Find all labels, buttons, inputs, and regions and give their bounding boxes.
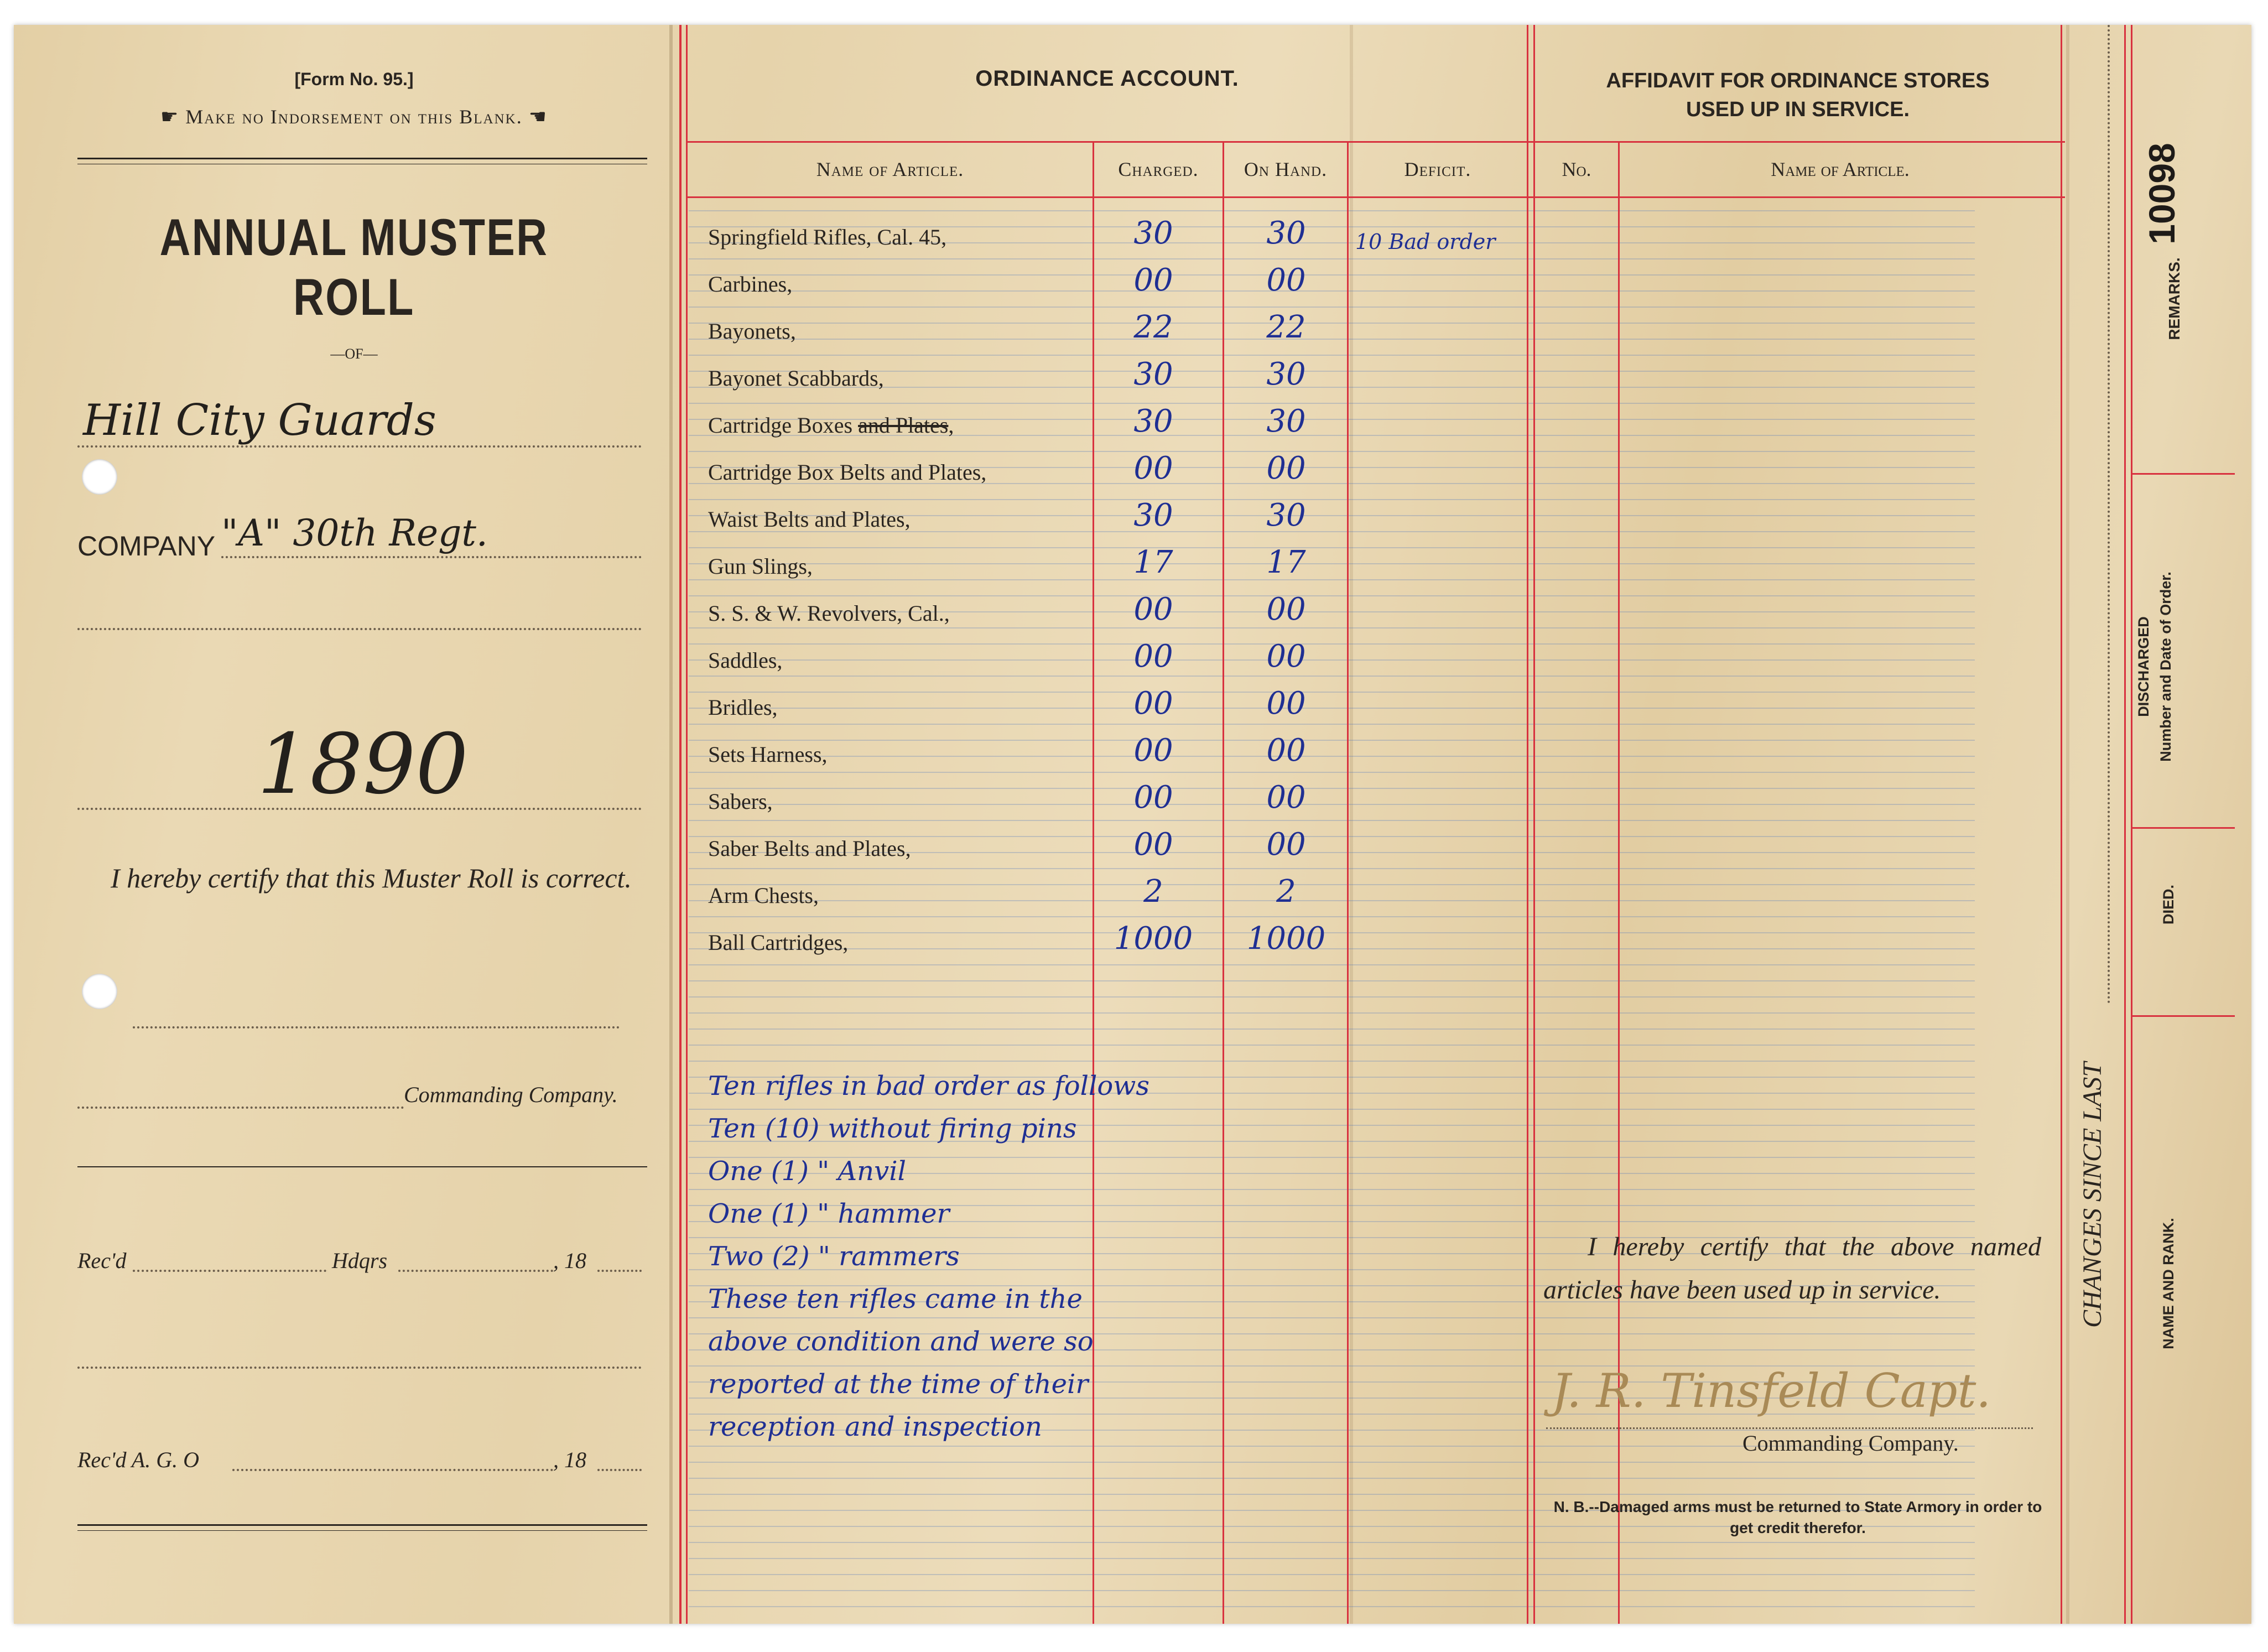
header-rule (688, 196, 2065, 198)
ruled-line (689, 1494, 1975, 1495)
ruled-line (689, 258, 1975, 259)
article-name: Cartridge Box Belts and Plates, (708, 460, 987, 485)
ruled-line (689, 1189, 1975, 1190)
on-hand-value: 30 (1266, 215, 1306, 251)
note-line: One (1) " Anvil (708, 1156, 906, 1187)
affidavit-title (1535, 66, 2061, 124)
nb-notice: N. B.--Damaged arms must be returned to State Armory in order to get credit therefor. (1553, 1498, 2042, 1536)
ruled-line (689, 916, 1975, 917)
charged-value: 00 (1133, 638, 1173, 674)
article-name: Springfield Rifles, Cal. 45, (708, 225, 947, 250)
recd-label: Rec'd (77, 1248, 127, 1273)
dotted-line (232, 1469, 553, 1471)
charged-value: 30 (1133, 356, 1173, 392)
ruled-line (689, 1558, 1975, 1559)
ruled-line (689, 1028, 1975, 1030)
column-rule (1347, 141, 1349, 1624)
charged-value: 30 (1133, 497, 1173, 533)
form-number: [Form No. 95.] (294, 69, 414, 89)
ruled-line (689, 1061, 1975, 1062)
margin-rule (686, 25, 688, 1624)
column-rule (2124, 25, 2126, 1624)
affidavit-title-line: AFFIDAVIT FOR ORDINANCE STORES (1606, 69, 1990, 92)
note-line: Ten rifles in bad order as follows (708, 1071, 1149, 1102)
year-prefix: , 18 (553, 1447, 586, 1472)
ruled-line (689, 306, 1975, 308)
column-rule (1093, 141, 1094, 1624)
article-name: Sabers, (708, 789, 773, 814)
charged-value: 00 (1133, 685, 1173, 721)
article-name: Carbines, (708, 272, 793, 297)
article-name: Bridles, (708, 695, 778, 720)
charged-value: 00 (1133, 262, 1173, 298)
signature: J. R. Tinsfeld Capt. (1552, 1364, 1991, 1418)
on-hand-value: 30 (1266, 497, 1306, 533)
column-rule (2061, 25, 2062, 1624)
ruled-line (689, 1590, 1975, 1591)
signature-line (133, 1026, 620, 1028)
dotted-line (597, 1469, 642, 1471)
ruled-line (689, 964, 1975, 965)
affidavit-commanding-label: Commanding Company. (1742, 1431, 1959, 1456)
note-line: One (1) " hammer (708, 1198, 950, 1229)
ruled-line (689, 1045, 1975, 1046)
margin-rule (679, 25, 682, 1624)
pointing-hand-icon: ☛ (160, 106, 186, 128)
commanding-company-label: Commanding Company. (404, 1082, 618, 1107)
certification-text: I hereby certify that this Muster Roll is correct. (111, 863, 632, 893)
divider (77, 1166, 647, 1167)
note-line: Ten (10) without firing pins (708, 1113, 1077, 1144)
header-rule (688, 141, 2065, 143)
ruled-line (689, 676, 1975, 677)
on-hand-value: 00 (1266, 591, 1306, 627)
company-value: "A" 30th Regt. (221, 512, 488, 554)
charged-value: 30 (1133, 215, 1173, 251)
divider (77, 1524, 647, 1526)
column-header-article: Name of Article. (1771, 158, 1910, 180)
recd-ago-label: Rec'd A. G. O (77, 1447, 199, 1472)
ruled-line (689, 1462, 1975, 1463)
note-line: above condition and were so (708, 1326, 1094, 1357)
article-name: Ball Cartridges, (708, 930, 849, 955)
affidavit-title-line: USED UP IN SERVICE. (1686, 98, 1910, 121)
column-header-no: No. (1562, 158, 1591, 180)
dotted-line (597, 1270, 642, 1272)
deficit-value: 10 Bad order (1355, 230, 1496, 254)
ruled-line (689, 724, 1975, 725)
on-hand-value: 30 (1266, 403, 1306, 439)
column-header-name-rank: NAME AND RANK. (2160, 1218, 2177, 1349)
ruled-line (689, 1012, 1975, 1014)
dotted-line (77, 1367, 642, 1369)
article-name: S. S. & W. Revolvers, Cal., (708, 601, 950, 626)
column-rule (1223, 141, 1224, 1624)
ruled-line (689, 996, 1975, 998)
on-hand-value: 00 (1266, 450, 1306, 486)
dotted-line (133, 1270, 326, 1272)
divider (77, 1530, 647, 1531)
signature-line (1546, 1427, 2033, 1429)
dotted-line (221, 556, 642, 558)
column-header-discharged (2132, 567, 2182, 766)
affidavit-certification: I hereby certify that the above named articles have been used up in service. (1543, 1232, 2041, 1305)
year-prefix: , 18 (553, 1248, 586, 1273)
charged-value: 22 (1133, 309, 1173, 345)
discharged-sublabel: Number and Date of Order. (2157, 572, 2174, 762)
company-name: Hill City Guards (83, 396, 436, 445)
on-hand-value: 30 (1266, 356, 1306, 392)
column-header-deficit: Deficit. (1404, 158, 1471, 180)
ruled-line (689, 772, 1975, 773)
dotted-line (2108, 25, 2110, 1004)
article-name: Bayonets, (708, 319, 796, 344)
column-rule (1533, 25, 1535, 1624)
indorsement-notice: ☛ Make no Indorsement on this Blank. ☚ (160, 106, 548, 128)
dotted-line (77, 445, 642, 448)
ruled-line (689, 1478, 1975, 1479)
column-header-died: DIED. (2160, 885, 2177, 925)
article-name: Gun Slings, (708, 554, 813, 579)
company-label: COMPANY (77, 531, 216, 562)
dotted-line (77, 808, 642, 810)
column-rule (2132, 827, 2235, 829)
on-hand-value: 00 (1266, 733, 1306, 768)
dotted-line (77, 1106, 404, 1109)
punch-hole (82, 974, 117, 1009)
column-header-remarks: REMARKS. (2166, 257, 2183, 340)
article-name: Sets Harness, (708, 742, 828, 767)
ruled-line (689, 1574, 1975, 1575)
on-hand-value: 00 (1266, 827, 1306, 863)
charged-value: 30 (1133, 403, 1173, 439)
dotted-line (398, 1270, 553, 1272)
fold-line (669, 25, 673, 1624)
article-name: Arm Chests, (708, 883, 819, 908)
pointing-hand-icon: ☚ (522, 106, 548, 128)
of-label: —OF— (330, 346, 378, 362)
ruled-line (689, 1542, 1975, 1543)
column-rule (2132, 1015, 2235, 1017)
note-line: reception and inspection (708, 1411, 1042, 1442)
ruled-line (689, 980, 1975, 981)
on-hand-value: 00 (1266, 780, 1306, 815)
on-hand-value: 17 (1266, 544, 1306, 580)
note-line: These ten rifles came in the (708, 1284, 1083, 1315)
discharged-label: DISCHARGED (2135, 616, 2152, 717)
charged-value: 17 (1133, 544, 1173, 580)
column-rule (2132, 473, 2235, 475)
ruled-line (689, 355, 1975, 356)
changes-title: CHANGES SINCE LAST (2078, 1062, 2107, 1328)
charged-value: 00 (1133, 733, 1173, 768)
record-number: 10098 (2141, 143, 2182, 245)
charged-value: 00 (1133, 450, 1173, 486)
on-hand-value: 22 (1266, 309, 1306, 345)
column-header-on-hand: On Hand. (1244, 158, 1328, 180)
column-rule (1527, 25, 1528, 1624)
fold-line (2066, 25, 2069, 1624)
hdqrs-label: Hdqrs (332, 1248, 388, 1273)
ordnance-title: ORDINANCE ACCOUNT. (975, 66, 1239, 91)
on-hand-value: 00 (1266, 685, 1306, 721)
ruled-line (689, 210, 1975, 211)
charged-value: 00 (1133, 780, 1173, 815)
dotted-line (77, 628, 642, 630)
article-name: Bayonet Scabbards, (708, 366, 884, 391)
ruled-line (689, 1109, 1975, 1110)
article-name: Saber Belts and Plates, (708, 836, 911, 861)
year: 1890 (257, 716, 469, 813)
page-title: ANNUAL MUSTER ROLL (159, 208, 549, 326)
article-name: Waist Belts and Plates, (708, 507, 911, 532)
charged-value: 00 (1133, 591, 1173, 627)
column-rule (2131, 25, 2132, 1624)
column-header-charged: Charged. (1118, 158, 1199, 180)
divider (77, 158, 647, 159)
charged-value: 1000 (1114, 921, 1193, 957)
note-line: reported at the time of their (708, 1369, 1089, 1400)
on-hand-value: 00 (1266, 262, 1306, 298)
charged-value: 00 (1133, 827, 1173, 863)
on-hand-value: 00 (1266, 638, 1306, 674)
on-hand-value: 2 (1276, 874, 1296, 910)
punch-hole (82, 459, 117, 495)
ruled-line (689, 820, 1975, 821)
article-name: Saddles, (708, 648, 783, 673)
column-header-name: Name of Article. (816, 158, 964, 180)
on-hand-value: 1000 (1246, 921, 1326, 957)
charged-value: 2 (1143, 874, 1163, 910)
ruled-line (689, 627, 1975, 628)
ruled-line (689, 1606, 1975, 1607)
ruled-line (689, 1317, 1975, 1318)
fold-line (1350, 25, 1353, 1624)
article-name: Cartridge Boxes and Plates, (708, 413, 954, 438)
note-line: Two (2) " rammers (708, 1241, 960, 1272)
ruled-line (689, 868, 1975, 869)
